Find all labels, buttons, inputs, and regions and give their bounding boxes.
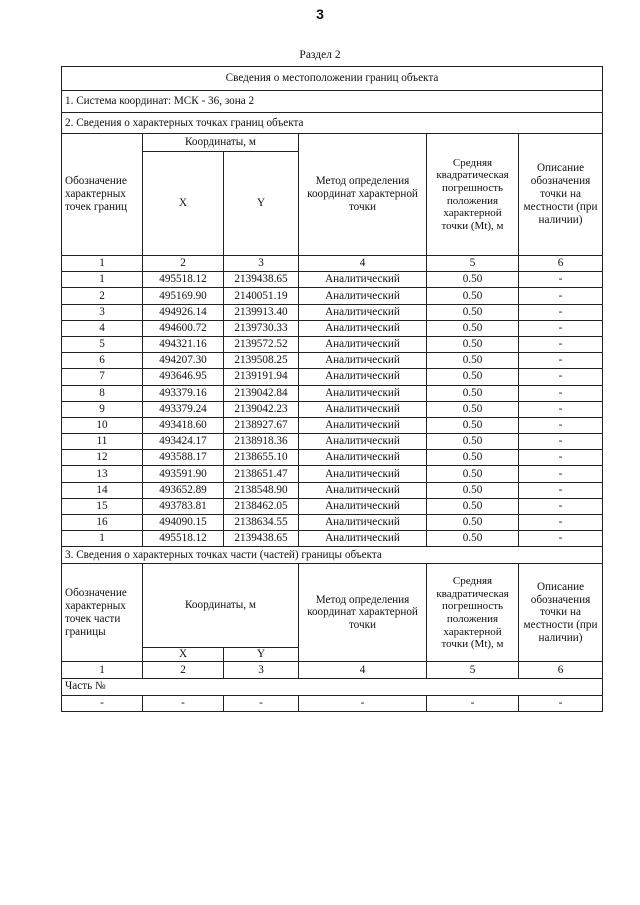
table-cell: 494090.15 xyxy=(143,515,224,531)
col-number: 5 xyxy=(427,256,519,272)
page-number: 3 xyxy=(316,6,324,22)
table-cell: 0.50 xyxy=(427,498,519,514)
table-cell: 0.50 xyxy=(427,482,519,498)
table-cell: 2139438.65 xyxy=(224,531,299,547)
table-cell: 3 xyxy=(62,304,143,320)
table-cell: 0.50 xyxy=(427,369,519,385)
table-cell: 494926.14 xyxy=(143,304,224,320)
table-cell: 6 xyxy=(62,353,143,369)
column-numbers-row-3 xyxy=(62,662,603,678)
table-cell: 0.50 xyxy=(427,466,519,482)
table-cell: - xyxy=(519,336,603,352)
section-label: Раздел 2 xyxy=(299,49,341,61)
table-cell: 0.50 xyxy=(427,304,519,320)
table-row xyxy=(62,304,603,320)
table-cell: 2139508.25 xyxy=(224,353,299,369)
table-row xyxy=(62,434,603,450)
table-cell: 2138548.90 xyxy=(224,482,299,498)
table-cell: 0.50 xyxy=(427,417,519,433)
col-number: 6 xyxy=(519,256,603,272)
header-coords: Координаты, м xyxy=(143,134,299,152)
table-cell: 14 xyxy=(62,482,143,498)
table-cell: 2139572.52 xyxy=(224,336,299,352)
table-row xyxy=(62,466,603,482)
table-cell: Аналитический xyxy=(299,401,427,417)
table-title: Сведения о местоположении границ объекта xyxy=(62,67,603,91)
table-cell: - xyxy=(519,515,603,531)
table-row xyxy=(62,353,603,369)
col-number: 3 xyxy=(224,256,299,272)
table-row xyxy=(62,482,603,498)
table-cell: 2139438.65 xyxy=(224,272,299,288)
table-row xyxy=(62,498,603,514)
table-cell: 493424.17 xyxy=(143,434,224,450)
col-number: 1 xyxy=(62,256,143,272)
table-cell: Аналитический xyxy=(299,498,427,514)
table-cell: 0.50 xyxy=(427,288,519,304)
header3-method: Метод определения координат характерной точки xyxy=(299,564,427,662)
table-cell: 2139191.94 xyxy=(224,369,299,385)
table-cell: Аналитический xyxy=(299,288,427,304)
col-number: 4 xyxy=(299,256,427,272)
table-cell: 2140051.19 xyxy=(224,288,299,304)
part-row xyxy=(62,695,603,711)
table-row xyxy=(62,272,603,288)
column-numbers-row xyxy=(62,256,603,272)
table-cell: 13 xyxy=(62,466,143,482)
table-cell: 495169.90 xyxy=(143,288,224,304)
table-cell: 2138462.05 xyxy=(224,498,299,514)
table-cell: 493591.90 xyxy=(143,466,224,482)
header-accuracy: Средняя квадратическая погрешность положения характерной точки (Mt), м xyxy=(427,134,519,256)
table-cell: Аналитический xyxy=(299,482,427,498)
table-cell: - xyxy=(519,385,603,401)
part-cell: - xyxy=(299,695,427,711)
table-row xyxy=(62,531,603,547)
table-cell: 0.50 xyxy=(427,434,519,450)
table-cell: 493379.24 xyxy=(143,401,224,417)
col-number: 5 xyxy=(427,662,519,678)
table-cell: - xyxy=(519,369,603,385)
table-cell: 0.50 xyxy=(427,272,519,288)
header3-coords: Координаты, м xyxy=(143,564,299,648)
table-cell: 493783.81 xyxy=(143,498,224,514)
table-cell: - xyxy=(519,450,603,466)
table-cell: Аналитический xyxy=(299,531,427,547)
col-number: 2 xyxy=(143,256,224,272)
table-cell: - xyxy=(519,498,603,514)
table-cell: 0.50 xyxy=(427,401,519,417)
table-cell: 2138918.36 xyxy=(224,434,299,450)
table-cell: Аналитический xyxy=(299,515,427,531)
table-cell: 0.50 xyxy=(427,353,519,369)
table-cell: 16 xyxy=(62,515,143,531)
table-cell: 11 xyxy=(62,434,143,450)
table-cell: 2 xyxy=(62,288,143,304)
table-row xyxy=(62,417,603,433)
table-cell: - xyxy=(519,304,603,320)
part-cell: - xyxy=(143,695,224,711)
boundary-table xyxy=(61,66,603,712)
table-cell: 2138651.47 xyxy=(224,466,299,482)
table-row xyxy=(62,385,603,401)
table-cell: - xyxy=(519,288,603,304)
col-number: 3 xyxy=(224,662,299,678)
table-cell: 494600.72 xyxy=(143,320,224,336)
table-cell: - xyxy=(519,531,603,547)
table-cell: 0.50 xyxy=(427,450,519,466)
table-cell: 494321.16 xyxy=(143,336,224,352)
table-cell: - xyxy=(519,417,603,433)
header-x: X xyxy=(143,152,224,256)
table-cell: 495518.12 xyxy=(143,272,224,288)
table-cell: - xyxy=(519,482,603,498)
table-cell: 15 xyxy=(62,498,143,514)
table-cell: 493652.89 xyxy=(143,482,224,498)
table-cell: Аналитический xyxy=(299,450,427,466)
table-cell: 495518.12 xyxy=(143,531,224,547)
table-cell: 0.50 xyxy=(427,515,519,531)
table-cell: 493418.60 xyxy=(143,417,224,433)
header3-x: X xyxy=(143,648,224,662)
header3-designation: Обозначение характерных точек части границы xyxy=(62,564,143,662)
table-cell: 5 xyxy=(62,336,143,352)
points-body xyxy=(62,272,603,547)
header-y: Y xyxy=(224,152,299,256)
part-cell: - xyxy=(224,695,299,711)
table-cell: Аналитический xyxy=(299,417,427,433)
table-row xyxy=(62,369,603,385)
table-cell: - xyxy=(519,434,603,450)
part-cell: - xyxy=(519,695,603,711)
table-cell: 0.50 xyxy=(427,385,519,401)
table-row xyxy=(62,288,603,304)
header-method: Метод определения координат характерной точки xyxy=(299,134,427,256)
col-number: 6 xyxy=(519,662,603,678)
table-cell: 12 xyxy=(62,450,143,466)
table-cell: 2138927.67 xyxy=(224,417,299,433)
table-cell: Аналитический xyxy=(299,466,427,482)
table-cell: Аналитический xyxy=(299,336,427,352)
table-cell: Аналитический xyxy=(299,272,427,288)
table-cell: 493588.17 xyxy=(143,450,224,466)
table-cell: 0.50 xyxy=(427,320,519,336)
col-number: 4 xyxy=(299,662,427,678)
table-cell: 2138634.55 xyxy=(224,515,299,531)
col-number: 2 xyxy=(143,662,224,678)
header-description: Описание обозначения точки на местности (при наличии) xyxy=(519,134,603,256)
part-cell: - xyxy=(427,695,519,711)
table-cell: - xyxy=(519,272,603,288)
header3-description: Описание обозначения точки на местности (при наличии) xyxy=(519,564,603,662)
part-cell: - xyxy=(62,695,143,711)
table-cell: 493379.16 xyxy=(143,385,224,401)
table-cell: 10 xyxy=(62,417,143,433)
table-cell: 1 xyxy=(62,272,143,288)
col-number: 1 xyxy=(62,662,143,678)
table-cell: 493646.95 xyxy=(143,369,224,385)
table-row xyxy=(62,336,603,352)
header3-y: Y xyxy=(224,648,299,662)
header3-accuracy: Средняя квадратическая погрешность положения характерной точки (Mt), м xyxy=(427,564,519,662)
table-cell: Аналитический xyxy=(299,320,427,336)
table-cell: 0.50 xyxy=(427,531,519,547)
table-cell: 1 xyxy=(62,531,143,547)
table-cell: 8 xyxy=(62,385,143,401)
table-cell: - xyxy=(519,320,603,336)
table-cell: 494207.30 xyxy=(143,353,224,369)
table-cell: 2139913.40 xyxy=(224,304,299,320)
table-row xyxy=(62,320,603,336)
table-cell: 7 xyxy=(62,369,143,385)
table-cell: 9 xyxy=(62,401,143,417)
table-cell: 2139730.33 xyxy=(224,320,299,336)
table-row xyxy=(62,450,603,466)
table-cell: 4 xyxy=(62,320,143,336)
table-cell: 2139042.23 xyxy=(224,401,299,417)
header-designation: Обозначение характерных точек границ xyxy=(62,134,143,256)
block3-title: 3. Сведения о характерных точках части (частей) границы объекта xyxy=(62,547,603,564)
table-cell: - xyxy=(519,466,603,482)
table-cell: Аналитический xyxy=(299,304,427,320)
table-cell: 2139042.84 xyxy=(224,385,299,401)
table-cell: Аналитический xyxy=(299,434,427,450)
coord-system: 1. Система координат: МСК - 36, зона 2 xyxy=(62,91,603,113)
part-label: Часть № xyxy=(62,678,603,695)
table-cell: Аналитический xyxy=(299,369,427,385)
table-cell: - xyxy=(519,353,603,369)
table-row xyxy=(62,515,603,531)
block2-title: 2. Сведения о характерных точках границ объекта xyxy=(62,113,603,134)
table-cell: Аналитический xyxy=(299,353,427,369)
table-cell: 0.50 xyxy=(427,336,519,352)
table-cell: - xyxy=(519,401,603,417)
table-cell: 2138655.10 xyxy=(224,450,299,466)
table-row xyxy=(62,401,603,417)
table-cell: Аналитический xyxy=(299,385,427,401)
